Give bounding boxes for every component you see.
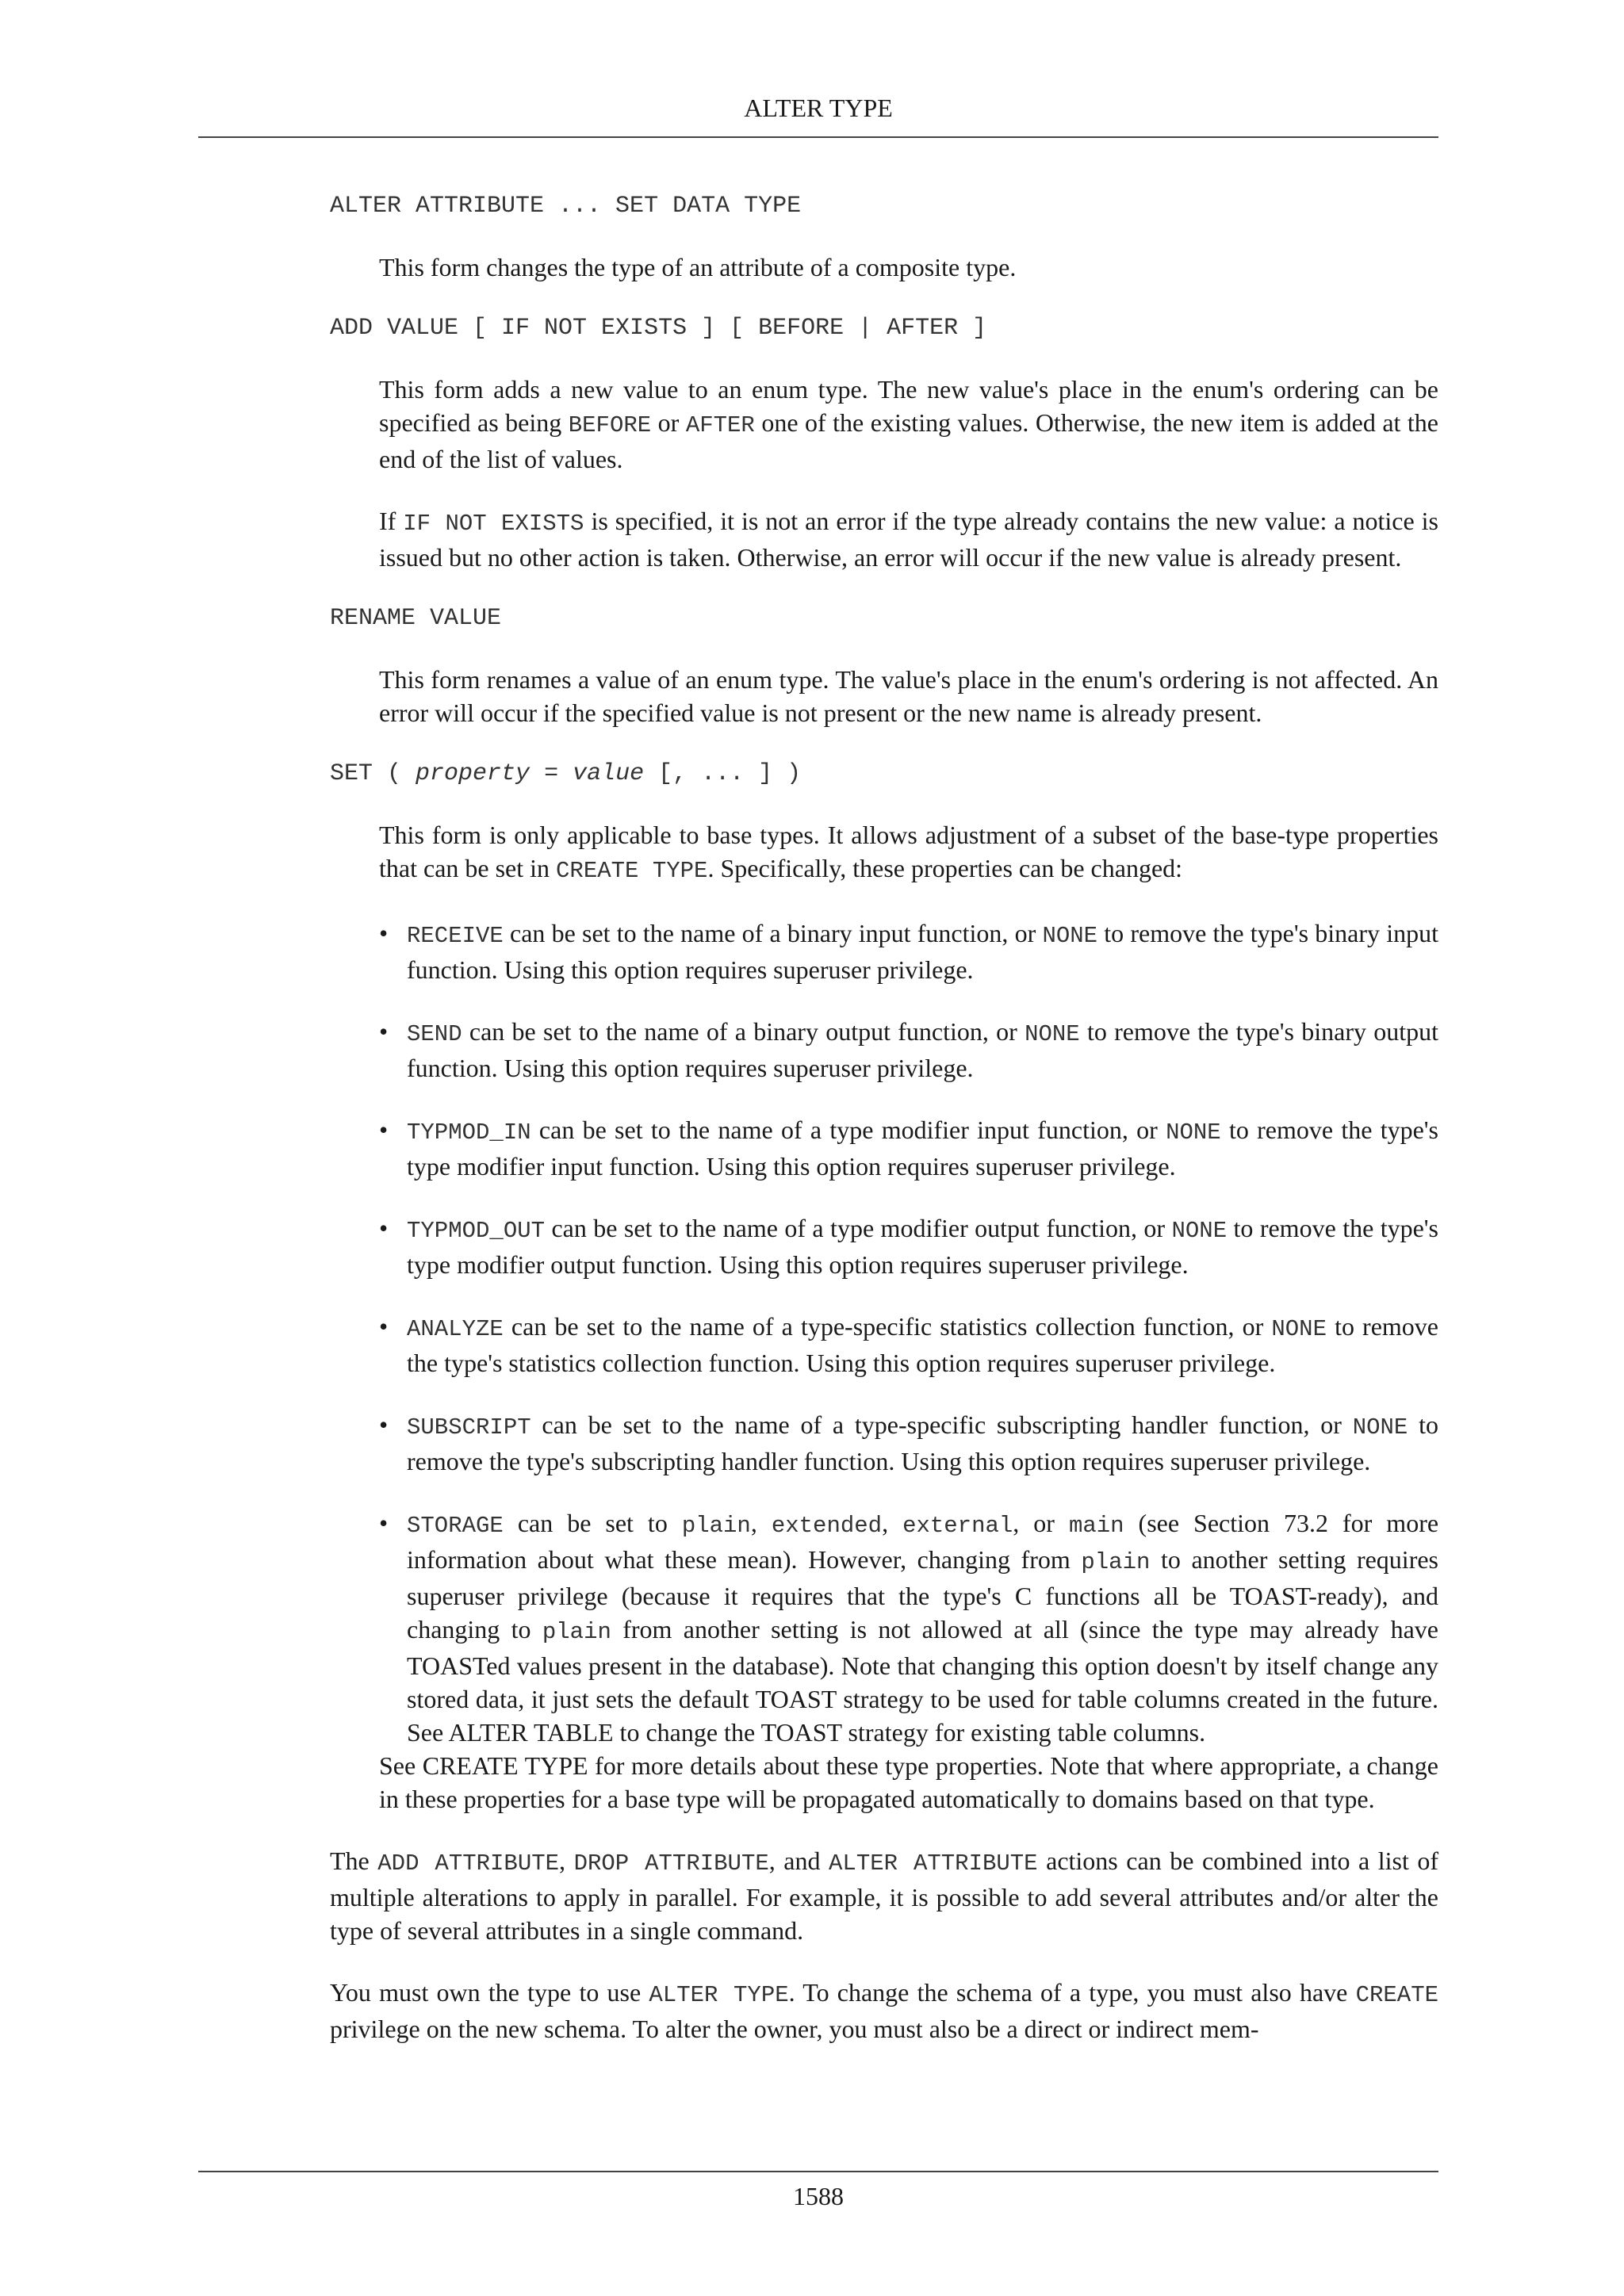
list-item <box>379 1015 1438 1085</box>
code-none: NONE <box>1042 923 1098 949</box>
set-description <box>379 818 1438 888</box>
text-span: one of the existing values. Otherwise, the new item is added at the end of the list of values. <box>379 408 1439 473</box>
list-item <box>379 1211 1438 1281</box>
text-span: , <box>559 1846 574 1875</box>
code-before: BEFORE <box>568 412 652 438</box>
text-span: privilege on the new schema. To alter the owner, you must also be a direct or indirect mem- <box>330 2015 1259 2043</box>
text-span: is specified, it is not an error if the type already contains the new value: a notice is issued but no other action is taken. Otherwise, an error will occur if the new value is already present. <box>379 507 1438 572</box>
set-see-also: See CREATE TYPE for more details about these type properties. Note that where appropriate, a change in these properties for a base type will be propagated automatically to domains based on that type. <box>379 1751 1438 1813</box>
text-span: to remove the type's subscripting handler function. Using this option requires superuser privilege. <box>407 1410 1439 1475</box>
text-span: to remove the type's statistics collection function. Using this option requires superuser privilege. <box>407 1312 1439 1377</box>
text-span: can be set to the name of a type-specific subscripting handler function, or <box>530 1410 1353 1439</box>
code-property: SUBSCRIPT <box>407 1414 531 1441</box>
code-none: NONE <box>1352 1414 1408 1441</box>
header-rule <box>198 136 1438 138</box>
text-span: , and <box>768 1846 829 1875</box>
term-add-value: ADD VALUE [ IF NOT EXISTS ] [ BEFORE | AFTER ] <box>330 315 987 342</box>
text-span: You must own the type to use <box>330 1978 649 2007</box>
bullet: • <box>379 1214 389 1242</box>
code-property: TYPMOD_IN <box>407 1119 531 1146</box>
rename-value-description: This form renames a value of an enum type. The value's place in the enum's ordering is not affected. An error will occur if the specified value is not present or the new name is already present. <box>379 665 1438 727</box>
footer-rule <box>198 2171 1438 2172</box>
text-span: , or <box>1013 1509 1069 1537</box>
add-value-description <box>379 373 1438 476</box>
bullet: • <box>379 1312 389 1341</box>
text-span: (see Section 73.2 for more information about what these mean). However, changing from <box>407 1509 1439 1574</box>
code-plain: plain <box>1081 1549 1151 1575</box>
add-value-if-not-exists-note <box>379 504 1438 574</box>
text-span: can be set to the name of a binary input function, or <box>503 919 1043 947</box>
bullet: • <box>379 1509 389 1537</box>
list-item <box>379 1310 1438 1380</box>
text-span: to remove the type's type modifier output function. Using this option requires superuser privilege. <box>407 1214 1439 1279</box>
code-external: external <box>902 1513 1013 1539</box>
list-item-storage <box>379 1506 1438 1749</box>
text-span: This form is only applicable to base types. It allows adjustment of a subset of the base-type properties that can be set in <box>379 821 1438 882</box>
text-span: . Specifically, these properties can be changed: <box>707 854 1183 882</box>
text-span: = <box>530 760 573 787</box>
list-item <box>379 1113 1438 1183</box>
text-span: can be set to the name of a binary output function, or <box>462 1017 1025 1046</box>
term-rename-value: RENAME VALUE <box>330 605 502 632</box>
text-span: [, ... ] ) <box>644 760 802 787</box>
text-span: , <box>882 1509 903 1537</box>
code-none: NONE <box>1025 1021 1080 1047</box>
code-add-attribute: ADD ATTRIBUTE <box>377 1850 560 1877</box>
combined-actions-paragraph <box>330 1844 1438 1947</box>
code-create: CREATE <box>1355 1982 1439 2008</box>
list-item <box>379 1408 1438 1478</box>
code-after: AFTER <box>685 412 755 438</box>
code-none: NONE <box>1271 1316 1327 1342</box>
text-span: This form adds a new value to an enum type. The new value's place in the enum's ordering can be specified as being <box>379 375 1438 437</box>
page-body <box>330 190 1438 2074</box>
text-span: can be set to the name of a type modifier input function, or <box>530 1115 1166 1144</box>
code-alter-attribute: ALTER ATTRIBUTE <box>829 1850 1038 1877</box>
list-item <box>379 916 1438 986</box>
code-plain: plain <box>681 1513 751 1539</box>
text-span: to another setting requires superuser privilege (because it requires that the type's C functions all be TOAST-ready), and changing to <box>407 1545 1438 1644</box>
code-plain: plain <box>542 1619 611 1645</box>
term-set <box>330 758 1438 790</box>
ownership-paragraph <box>330 1976 1438 2045</box>
property-list <box>379 916 1438 1749</box>
text-span: can be set to the name of a type-specific statistics collection function, or <box>503 1312 1272 1341</box>
code-property: ANALYZE <box>407 1316 504 1342</box>
bullet: • <box>379 1017 389 1046</box>
text-span: to remove the type's binary input function. Using this option requires superuser privilege. <box>407 919 1439 984</box>
text-span: . To change the schema of a type, you must also have <box>788 1978 1356 2007</box>
text-span: actions can be combined into a list of multiple alterations to apply in parallel. For example, it is possible to add several attributes and/or alter the type of several attributes in a single command. <box>330 1846 1439 1945</box>
text-span: SET ( <box>330 760 416 787</box>
code-storage: STORAGE <box>407 1513 504 1539</box>
text-span: The <box>330 1846 378 1875</box>
code-extended: extended <box>771 1513 883 1539</box>
text-span: to remove the type's binary output function. Using this option requires superuser privilege. <box>407 1017 1439 1082</box>
bullet: • <box>379 1115 389 1144</box>
text-span: can be set to the name of a type modifier output function, or <box>545 1214 1172 1242</box>
page-number: 1588 <box>793 2182 844 2210</box>
code-property: SEND <box>407 1021 462 1047</box>
code-create-type: CREATE TYPE <box>556 858 708 884</box>
bullet: • <box>379 1410 389 1439</box>
term-set-property: property <box>416 760 530 787</box>
code-property: RECEIVE <box>407 923 504 949</box>
text-span: from another setting is not allowed at all (since the type may already have TOASTed values present in the database). Note that changing this option doesn't by itself change any stored data, it just sets the default TOAST strategy to be used for table columns created in the future. See ALTER TABLE to change the TOAST strategy for existing table columns. <box>407 1615 1439 1747</box>
text-span: can be set to <box>503 1509 682 1537</box>
text-span: to remove the type's type modifier input function. Using this option requires superuser privilege. <box>407 1115 1439 1181</box>
bullet: • <box>379 919 389 947</box>
text-span: , <box>750 1509 772 1537</box>
code-if-not-exists: IF NOT EXISTS <box>403 511 584 537</box>
text-span: If <box>379 507 404 535</box>
code-none: NONE <box>1171 1218 1228 1244</box>
code-property: TYPMOD_OUT <box>407 1218 546 1244</box>
alter-attribute-description: This form changes the type of an attribute of a composite type. <box>379 253 1017 281</box>
code-drop-attribute: DROP ATTRIBUTE <box>573 1850 769 1877</box>
text-span: or <box>651 408 686 437</box>
code-alter-type: ALTER TYPE <box>649 1982 789 2008</box>
term-set-value: value <box>573 760 645 787</box>
term-alter-attribute: ALTER ATTRIBUTE ... SET DATA TYPE <box>330 193 802 220</box>
code-none: NONE <box>1166 1119 1221 1146</box>
page-header-title: ALTER TYPE <box>744 94 893 122</box>
code-main: main <box>1068 1513 1124 1539</box>
